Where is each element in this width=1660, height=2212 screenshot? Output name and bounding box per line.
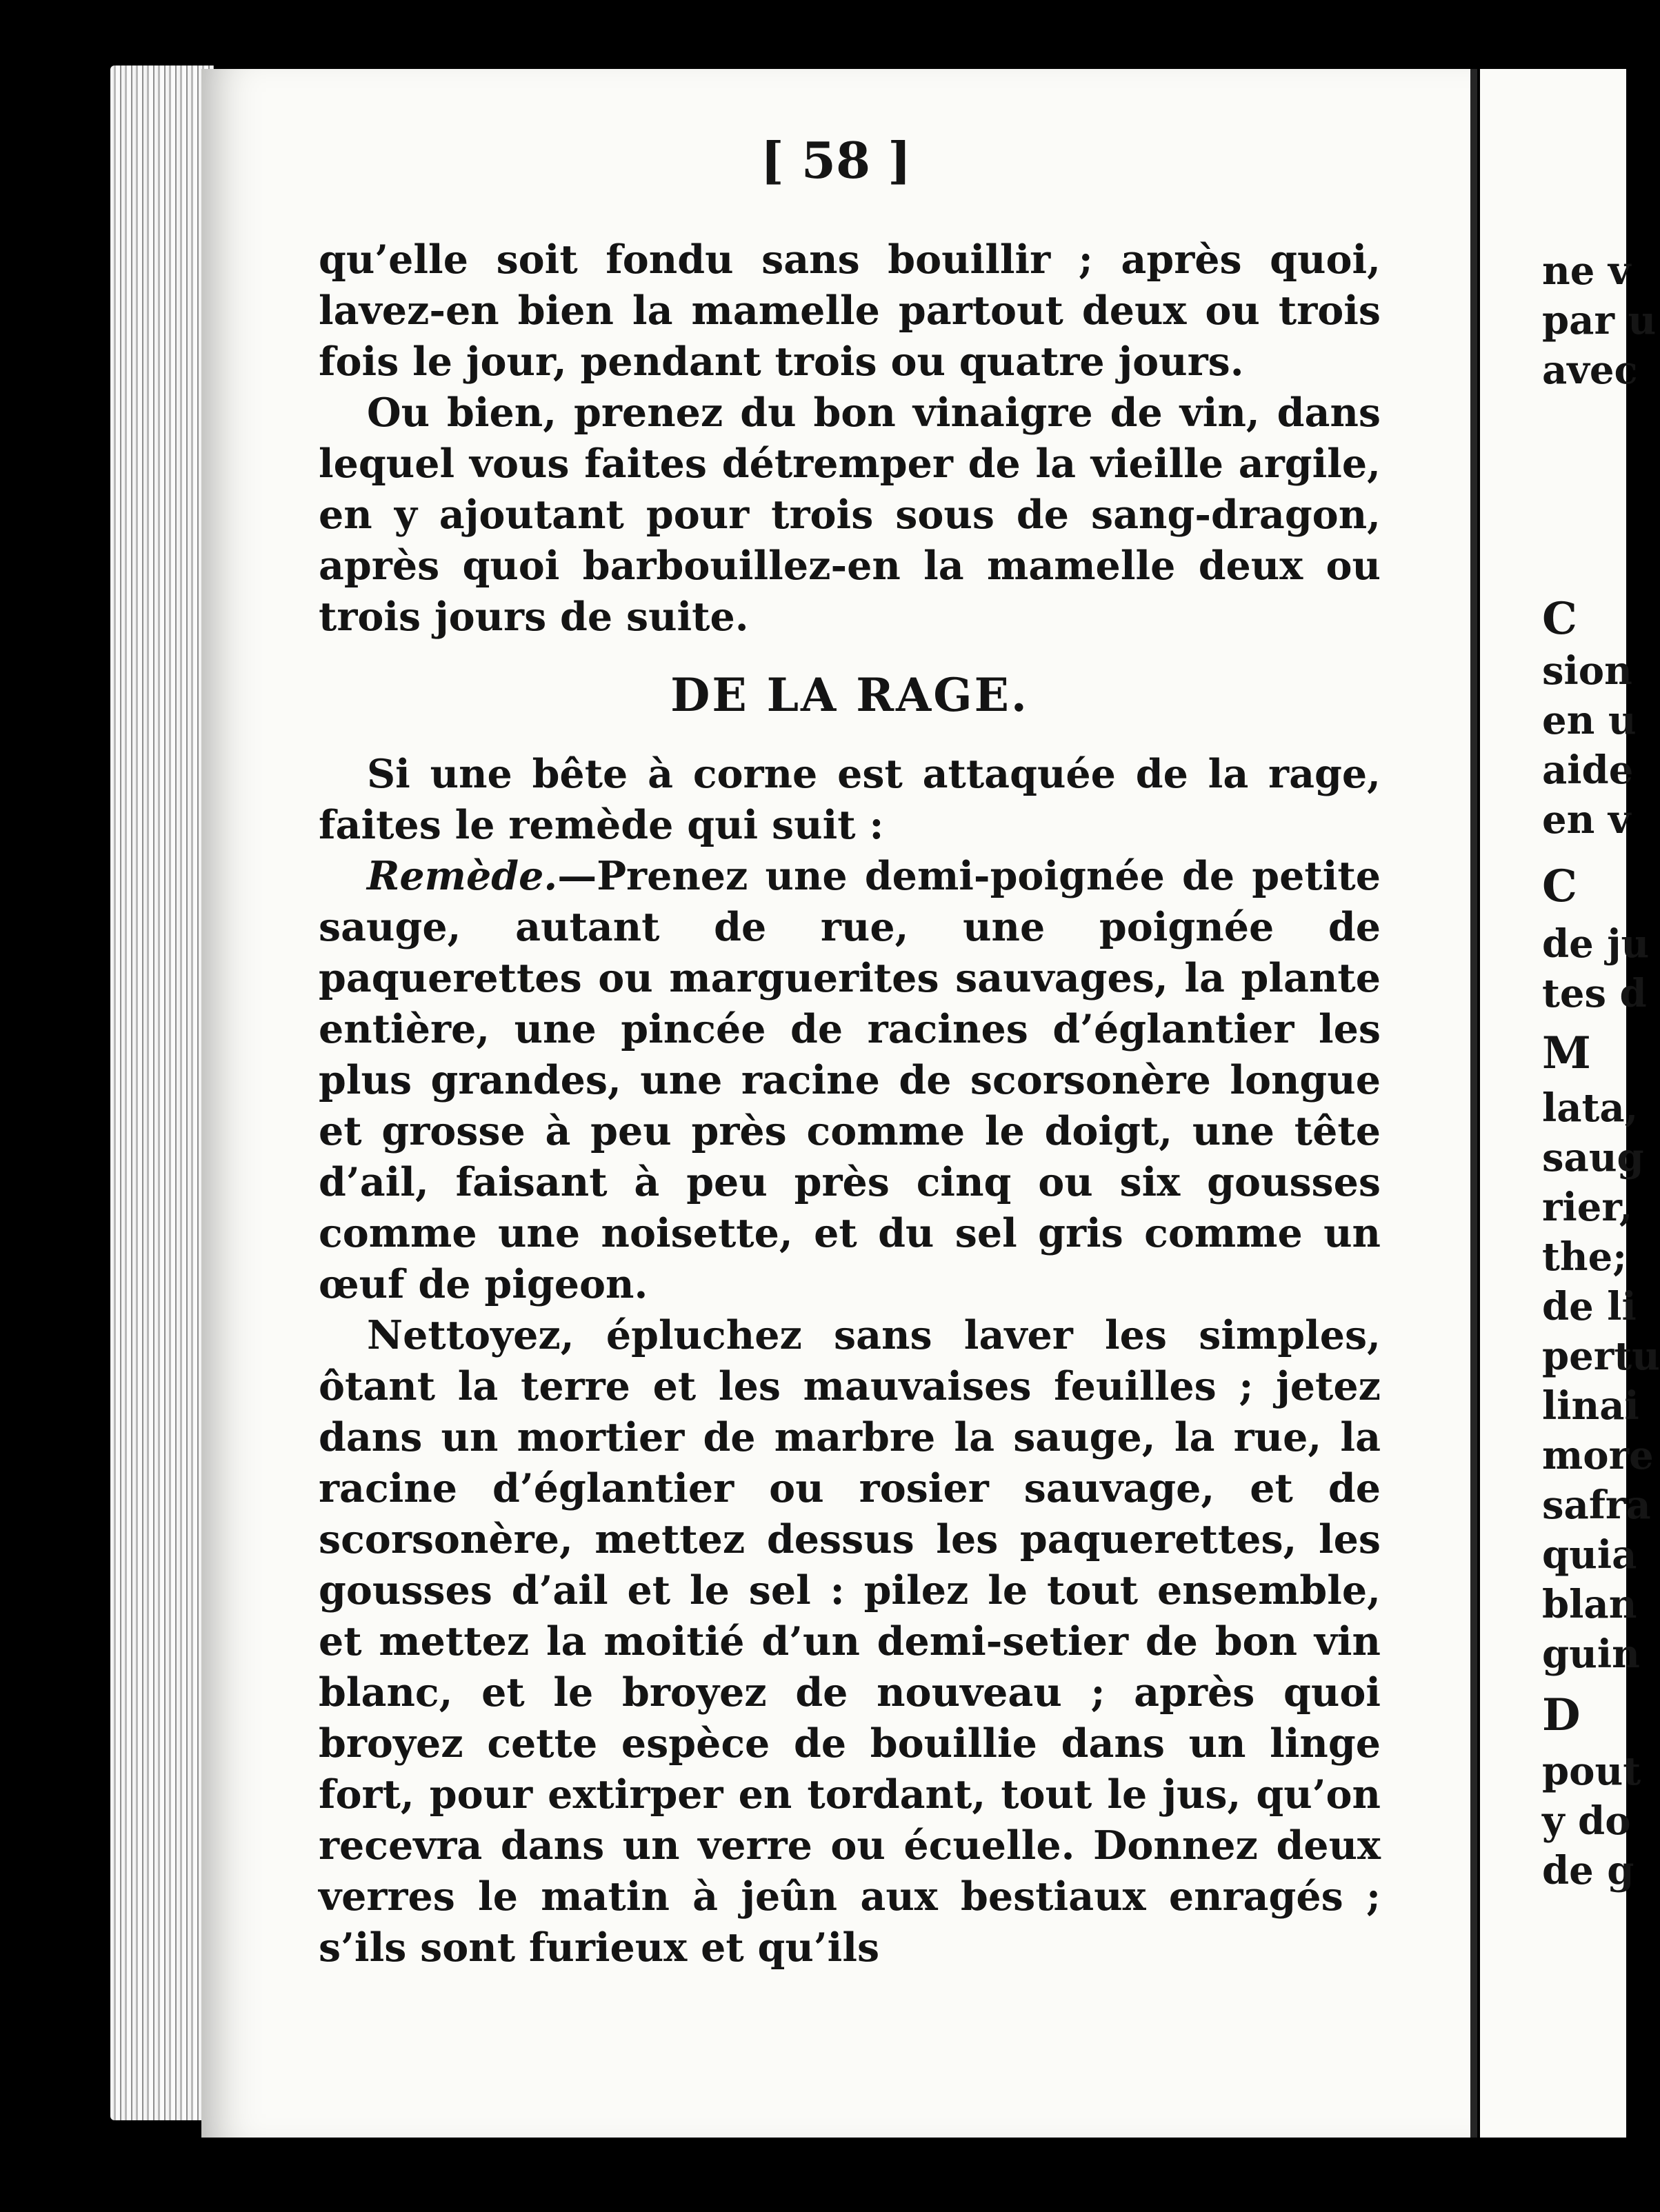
facing-line: safra [1542,1482,1651,1528]
facing-line: blan [1542,1582,1637,1627]
facing-line: pertu [1542,1334,1660,1379]
facing-line: D [1542,1689,1581,1741]
paragraph-remedy [319,851,1381,1310]
section-heading: DE LA RAGE. [670,668,1029,722]
facing-line: ne v [1542,248,1631,294]
facing-line: quia [1542,1532,1637,1578]
remedy-label: Remède. [367,853,558,899]
facing-line: rier, [1542,1185,1633,1230]
page-text [319,234,1381,1973]
facing-line: par u [1542,298,1657,343]
facing-line: M [1542,1027,1591,1079]
facing-line: de ju [1542,921,1650,967]
facing-line: pout [1542,1749,1641,1794]
facing-line: de li [1542,1284,1637,1329]
remedy-text: —Prenez une demi-poignée de petite sauge, autant de rue, une poignée de paquerettes ou marguerites sauvages, la plante entière, une pincée de racines d’églantier les plus grandes, une racine de scorsonère longue et grosse à peu près comme le doigt, une tête d’ail, faisant à peu près cinq ou six gousses comme une noisette, et du sel gris comme un œuf de pigeon. [319,853,1381,1307]
facing-line: avec [1542,348,1638,393]
facing-line: C [1542,593,1577,645]
facing-line: en u [1542,698,1637,743]
paragraph-continuation: qu’elle soit fondu sans bouillir ; après quoi, lavez-en bien la mamelle partout deux ou trois fois le jour, pendant trois ou quatre jours. [319,237,1381,385]
paragraph-vinegar-remedy: Ou bien, prenez du bon vinaigre de vin, dans lequel vous faites détremper de la vieille argile, en y ajoutant pour trois sous de sang-dragon, après quoi barbouillez-en la mamelle deux ou trois jours de suite. [319,390,1381,640]
facing-line: y do [1542,1798,1631,1844]
facing-line: aide [1542,747,1634,793]
page-edges [110,66,214,2120]
facing-line: sion [1542,648,1632,694]
facing-line: the; [1542,1234,1627,1280]
page-number: [ 58 ] [760,131,912,190]
book-page-right-fragment [1480,69,1660,2138]
facing-line: lata, [1542,1085,1639,1131]
book-page-left [201,69,1477,2138]
paragraph-intro: Si une bête à corne est attaquée de la rage, faites le remède qui suit : [319,751,1381,848]
facing-line: tes d [1542,971,1647,1016]
facing-line: guin [1542,1631,1640,1677]
facing-line: saug [1542,1135,1644,1180]
facing-line: linai [1542,1383,1639,1429]
facing-line: more [1542,1433,1654,1478]
facing-line: en v [1542,797,1631,843]
facing-line: C [1542,861,1577,912]
paragraph-preparation: Nettoyez, épluchez sans laver les simples, ôtant la terre et les mauvaises feuilles ; jetez dans un mortier de marbre la sauge, la rue, la racine d’églantier ou rosier sauvage, et de scorsonère, mettez dessus les paquerettes, les gousses d’ail et le sel : pilez le tout ensemble, et mettez la moitié d’un demi-setier de bon vin blanc, et le broyez de nouveau ; après quoi broyez cette espèce de bouillie dans un linge fort, pour extirper en tordant, tout le jus, qu’on recevra dans un verre ou écuelle. Donnez deux verres le matin à jeûn aux bestiaux enragés ; s’ils sont furieux et qu’ils [319,1312,1381,1971]
facing-line: de g [1542,1848,1634,1893]
